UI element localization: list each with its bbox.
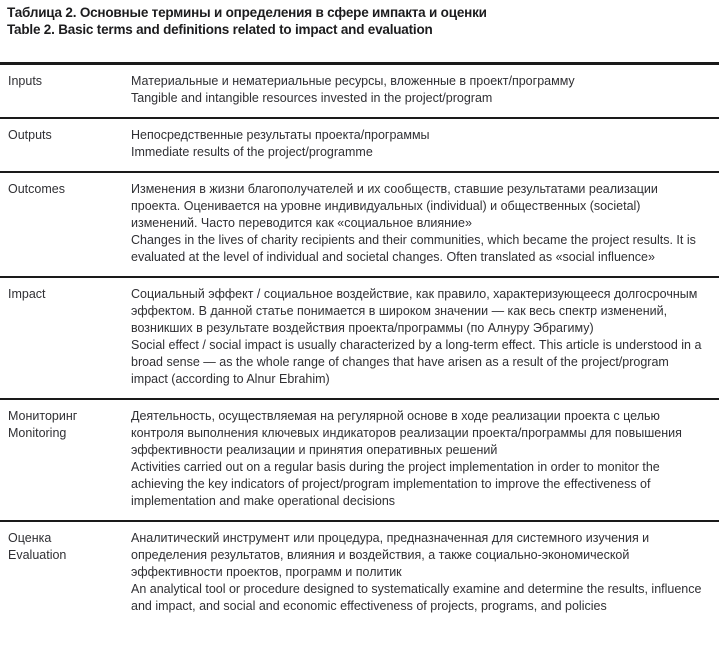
definition-cell — [131, 127, 719, 161]
definition-en: Changes in the lives of charity recipients and their communities, which became the project results. It is evaluated at the level of individual and societal changes. Often translated as «social influence» — [131, 233, 696, 264]
term-cell — [0, 286, 131, 388]
term-label: Оценка — [8, 531, 52, 545]
term-cell — [0, 530, 131, 615]
definition-cell — [131, 181, 719, 266]
term-cell — [0, 408, 131, 510]
definition-ru: Изменения в жизни благополучателей и их сообществ, ставшие результатами реализации проекта. Оценивается на уровне индивидуальных (individual) и общественных (societal) изменений. Часто переводится как «социальное влияние» — [131, 182, 658, 230]
term-label: Outputs — [8, 128, 52, 142]
term-cell — [0, 181, 131, 266]
definition-ru: Материальные и нематериальные ресурсы, вложенные в проект/программу — [131, 74, 575, 88]
definition-ru: Непосредственные результаты проекта/программы — [131, 128, 430, 142]
term-cell — [0, 127, 131, 161]
table-row-monitoring — [0, 400, 719, 522]
definition-en: Social effect / social impact is usually characterized by a long-term effect. This article is understood in a broad sense — as the whole range of changes that have arisen as a result of the project/program impact (according to Alnur Ebrahim) — [131, 338, 702, 386]
term-label: Outcomes — [8, 182, 65, 196]
term-cell — [0, 73, 131, 107]
definition-cell — [131, 286, 719, 388]
definition-cell — [131, 73, 719, 107]
table-caption — [7, 4, 711, 38]
definition-cell — [131, 408, 719, 510]
table-caption-en: Table 2. Basic terms and definitions related to impact and evaluation — [7, 22, 433, 37]
table-row-inputs — [0, 65, 719, 119]
definition-en: An analytical tool or procedure designed to systematically examine and determine the results, influence and impact, and social and economic effectiveness of projects, programs, and policies — [131, 582, 702, 613]
table-row-impact — [0, 278, 719, 400]
definition-en: Immediate results of the project/programme — [131, 145, 373, 159]
term-label-secondary: Monitoring — [8, 426, 67, 440]
table-row-outputs — [0, 119, 719, 173]
definition-ru: Социальный эффект / социальное воздействие, как правило, характеризующееся долгосрочным эффектом. В данной статье понимается в широком значении — как весь спектр изменений, возникших в результате воздействия проекта/программы (по Алнуру Эбрагиму) — [131, 287, 698, 335]
table-row-evaluation — [0, 522, 719, 625]
definition-ru: Аналитический инструмент или процедура, предназначенная для системного изучения и определения результатов, влияния и воздействия, а также социально-экономической эффективности проектов, программ и политик — [131, 531, 650, 579]
table-row-outcomes — [0, 173, 719, 278]
definition-ru: Деятельность, осуществляемая на регулярной основе в ходе реализации проекта с целью контроля выполнения ключевых индикаторов реализации проекта/программы для повышения эффективности реализации и принятия оперативных решений — [131, 409, 682, 457]
term-label: Inputs — [8, 74, 43, 88]
term-label: Impact — [8, 287, 46, 301]
terms-definitions-table — [0, 62, 719, 625]
definition-cell — [131, 530, 719, 615]
definition-en: Tangible and intangible resources invested in the project/program — [131, 91, 493, 105]
table-caption-ru: Таблица 2. Основные термины и определения в сфере импакта и оценки — [7, 5, 487, 20]
definition-en: Activities carried out on a regular basis during the project implementation in order to monitor the achieving the key indicators of project/program implementation to improve the effectiveness of implementation and make operational decisions — [131, 460, 660, 508]
term-label: Мониторинг — [8, 409, 78, 423]
term-label-secondary: Evaluation — [8, 548, 67, 562]
